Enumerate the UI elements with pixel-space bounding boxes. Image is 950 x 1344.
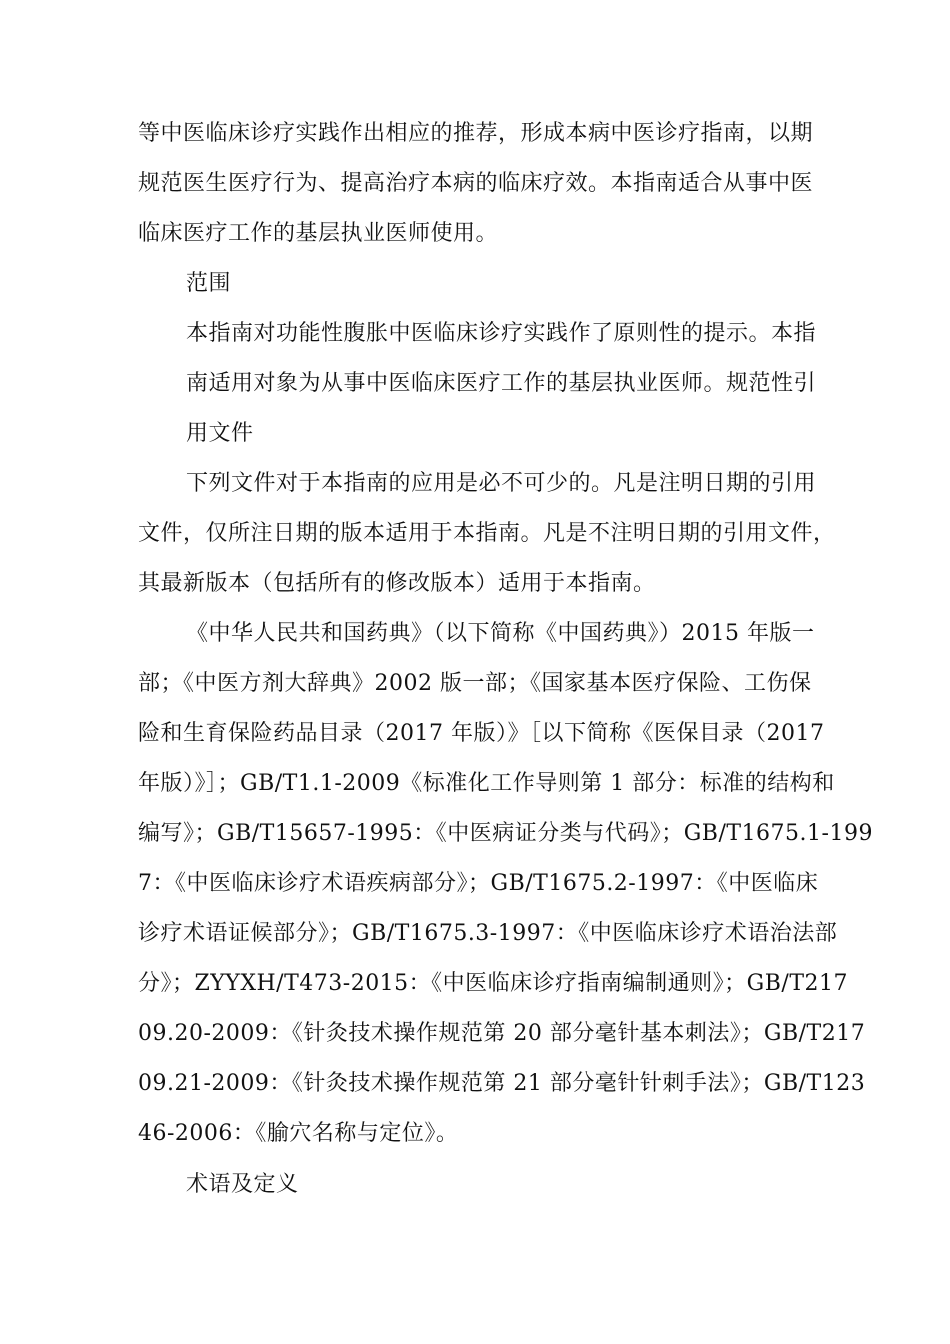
text-line: 用文件 xyxy=(186,421,254,446)
text-line: 其最新版本（包括所有的修改版本）适用于本指南。 xyxy=(138,571,656,596)
text-line: 险和生育保险药品目录（2017 年版）》［以下简称《医保目录（2017 xyxy=(138,721,825,746)
text-line: 本指南对功能性腹胀中医临床诊疗实践作了原则性的提示。本指 xyxy=(186,321,817,346)
text-line: 46-2006：《腧穴名称与定位》。 xyxy=(138,1121,459,1146)
text-line: 《中华人民共和国药典》（以下简称《中国药典》）2015 年版一 xyxy=(186,621,815,646)
text-line: 临床医疗工作的基层执业医师使用。 xyxy=(138,221,499,246)
text-line: 部；《中医方剂大辞典》2002 版一部；《国家基本医疗保险、工伤保 xyxy=(138,671,812,696)
section-heading-scope: 范围 xyxy=(186,271,232,296)
text-line: 诊疗术语证候部分》；GB/T1675.3-1997：《中医临床诊疗术语治法部 xyxy=(138,921,838,946)
text-line: 7：《中医临床诊疗术语疾病部分》；GB/T1675.2-1997：《中医临床 xyxy=(138,871,819,896)
section-heading-terms: 术语及定义 xyxy=(186,1172,299,1197)
text-line: 09.20-2009：《针灸技术操作规范第 20 部分毫针基本刺法》；GB/T217 xyxy=(138,1021,866,1046)
text-line: 09.21-2009：《针灸技术操作规范第 21 部分毫针针刺手法》；GB/T123 xyxy=(138,1071,866,1096)
text-line: 下列文件对于本指南的应用是必不可少的。凡是注明日期的引用 xyxy=(186,471,817,496)
text-line: 分》；ZYYXH/T473-2015：《中医临床诊疗指南编制通则》；GB/T217 xyxy=(138,971,848,996)
text-line: 编写》；GB/T15657-1995：《中医病证分类与代码》；GB/T1675.1-199 xyxy=(138,821,873,846)
text-line: 年版）》］；GB/T1.1-2009《标准化工作导则第 1 部分：标准的结构和 xyxy=(138,771,835,796)
text-line: 文件，仅所注日期的版本适用于本指南。凡是不注明日期的引用文件， xyxy=(138,521,836,546)
text-line: 等中医临床诊疗实践作出相应的推荐，形成本病中医诊疗指南，以期 xyxy=(138,121,814,146)
text-line: 南适用对象为从事中医临床医疗工作的基层执业医师。规范性引 xyxy=(186,371,817,396)
text-line: 规范医生医疗行为、提高治疗本病的临床疗效。本指南适合从事中医 xyxy=(138,171,814,196)
